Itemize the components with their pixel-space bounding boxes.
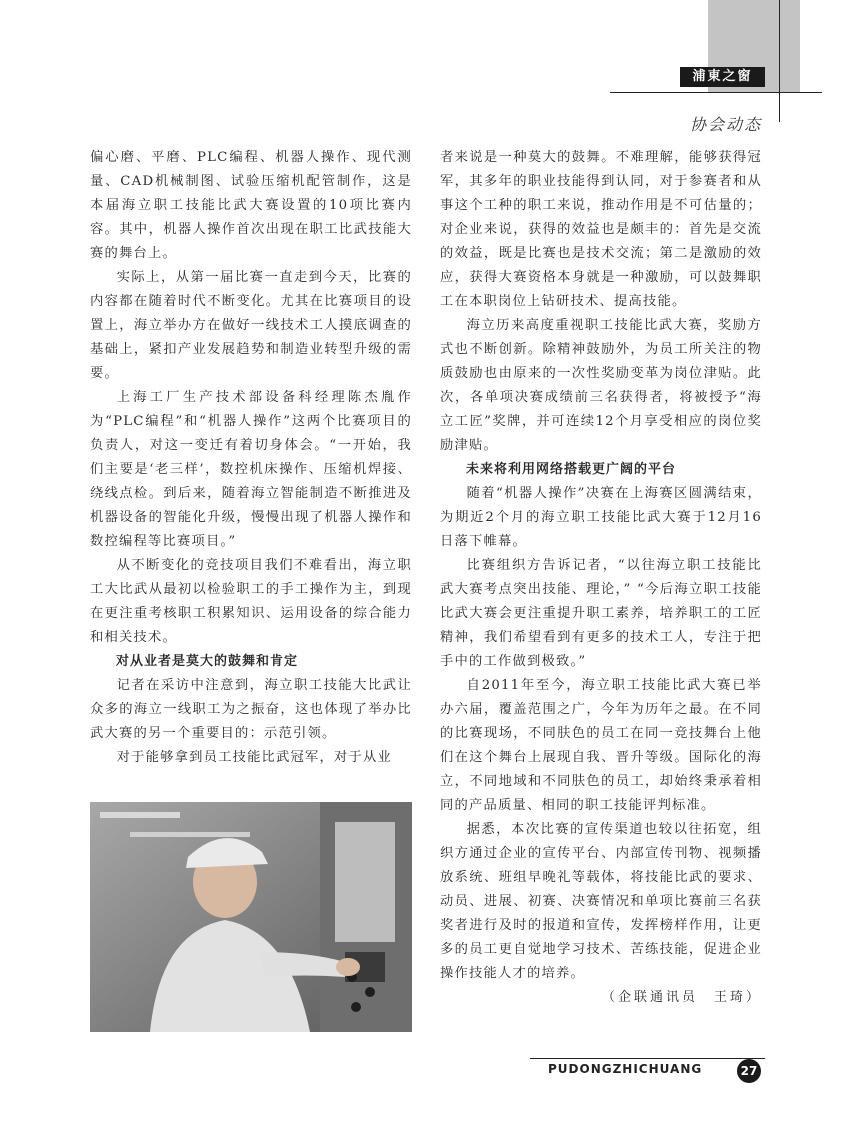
magazine-name: PUDONGZHICHUANG xyxy=(548,1062,703,1076)
paragraph: 对于能够拿到员工技能比武冠军，对于从业 xyxy=(116,750,393,765)
header-horizontal-rule xyxy=(610,92,822,93)
worker-photo xyxy=(90,802,412,1032)
paragraph: 比赛组织方告诉记者，“以往海立职工技能比武大赛考点突出技能、理论，” “今后海立职工技能比武大赛会更注重提升职工素养，培养职工的工匠精神，我们希望看到有更多的技术工人，专注于把手中的工作做到极致。” xyxy=(440,558,762,669)
right-column xyxy=(440,146,762,1010)
paragraph: 从不断变化的竞技项目我们不难看出，海立职工大比武从最初以检验职工的手工操作为主，到现在更注重考核职工积累知识、运用设备的综合能力和相关技术。 xyxy=(90,558,412,645)
page-number: 27 xyxy=(737,1059,761,1083)
subheading: 对从业者是莫大的鼓舞和肯定 xyxy=(116,654,299,669)
paragraph: 实际上，从第一届比赛一直走到今天，比赛的内容都在随着时代不断变化。尤其在比赛项目的设置上，海立举办方在做好一线技术工人摸底调查的基础上，紧扣产业发展趋势和制造业转型升级的需要。 xyxy=(90,270,412,381)
left-column xyxy=(90,146,412,770)
paragraph: 据悉，本次比赛的宣传渠道也较以往拓宽，组织方通过企业的宣传平台、内部宣传刊物、视频播放系统、班组早晚礼等载体，将技能比武的要求、动员、进展、初赛、决赛情况和单项比赛前三名获奖者进行及时的报道和宣传，发挥榜样作用，让更多的员工更自觉地学习技术、苦练技能，促进企业操作技能人才的培养。 xyxy=(440,822,762,981)
paragraph: 上海工厂生产技术部设备科经理陈杰胤作为“PLC编程”和“机器人操作”这两个比赛项目的负责人，对这一变迁有着切身体会。“一开始，我们主要是‘老三样’，数控机床操作、压缩机焊接、绕线点检。到后来，随着海立智能制造不断推进及机器设备的智能化升级，慢慢出现了机器人操作和数控编程等比赛项目。” xyxy=(90,390,412,549)
footer-rule xyxy=(530,1058,765,1059)
header-vertical-rule xyxy=(779,0,780,122)
paragraph: 随着“机器人操作”决赛在上海赛区圆满结束，为期近2个月的海立职工技能比武大赛于12月16日落下帷幕。 xyxy=(440,486,762,549)
worker-photo-illustration xyxy=(90,802,412,1032)
byline: （企联通讯员 王琦） xyxy=(601,990,762,1005)
paragraph: 者来说是一种莫大的鼓舞。不难理解，能够获得冠军，其多年的职业技能得到认同，对于参赛者和从事这个工种的职工来说，推动作用是不可估量的；对企业来说，获得的效益也是颇丰的：首先是交流的效益，既是比赛也是技术交流；第二是激励的效应，获得大赛资格本身就是一种激励，可以鼓舞职工在本职岗位上钻研技术、提高技能。 xyxy=(440,150,762,309)
magazine-logo: 浦東之窗 xyxy=(680,67,765,87)
subheading: 未来将利用网络搭载更广阔的平台 xyxy=(466,462,677,477)
section-title: 协会动态 xyxy=(690,115,763,134)
paragraph: 偏心磨、平磨、PLC编程、机器人操作、现代测量、CAD机械制图、试验压缩机配管制作，这是本届海立职工技能比武大赛设置的10项比赛内容。其中，机器人操作首次出现在职工比武技能大赛的舞台上。 xyxy=(90,150,412,261)
paragraph: 记者在采访中注意到，海立职工技能大比武让众多的海立一线职工为之振奋，这也体现了举办比武大赛的另一个重要目的：示范引领。 xyxy=(90,678,412,741)
paragraph: 海立历来高度重视职工技能比武大赛，奖励方式也不断创新。除精神鼓励外，为员工所关注的物质鼓励也由原来的一次性奖励变革为岗位津贴。此次，各单项决赛成绩前三名获得者，将被授予“海立工匠”奖牌，并可连续12个月享受相应的岗位奖励津贴。 xyxy=(440,318,762,453)
paragraph: 自2011年至今，海立职工技能比武大赛已举办六届，覆盖范围之广，今年为历年之最。在不同的比赛现场，不同肤色的员工在同一竞技舞台上他们在这个舞台上展现自我、晋升等级。国际化的海立，不同地域和不同肤色的员工，却始终秉承着相同的产品质量、相同的职工技能评判标准。 xyxy=(440,678,762,813)
